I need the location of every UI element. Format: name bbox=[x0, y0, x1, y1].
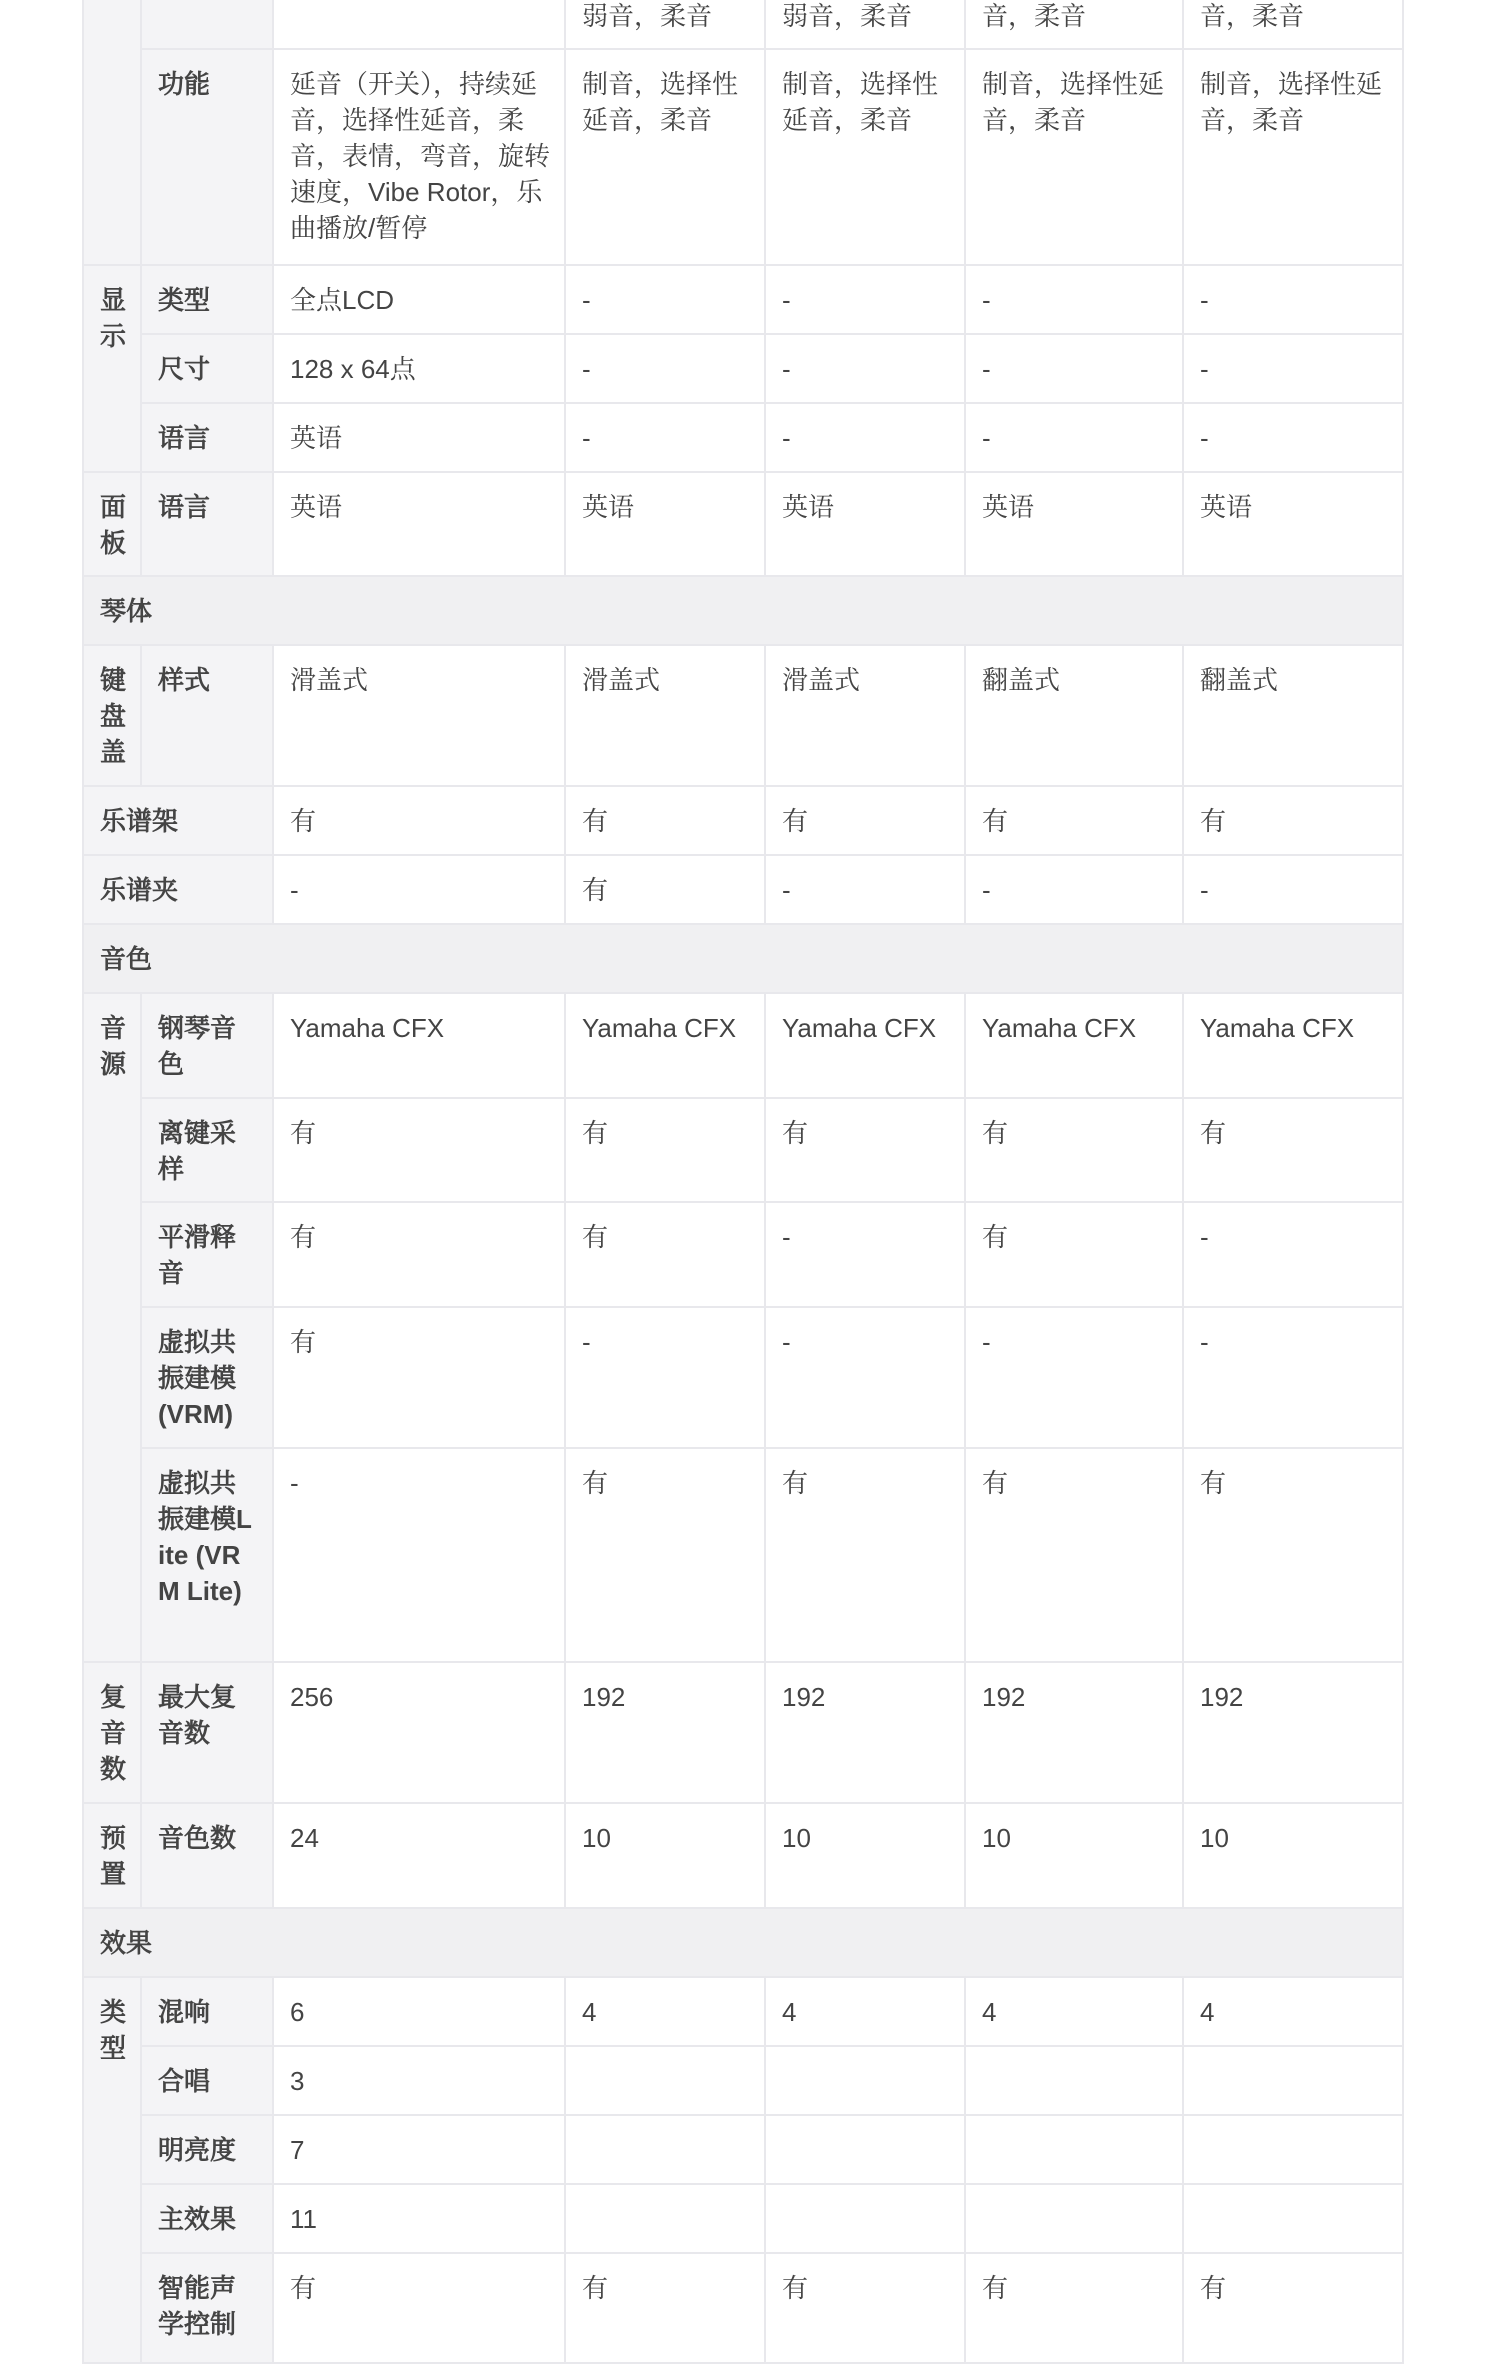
value-cell: Yamaha CFX bbox=[765, 993, 965, 1098]
section-header: 效果 bbox=[83, 1908, 1403, 1977]
value-cell: - bbox=[273, 855, 565, 924]
value-cell: 翻盖式 bbox=[965, 645, 1183, 786]
spec-table bbox=[82, 0, 1404, 2364]
value-cell: 弱音，柔音 bbox=[565, 0, 765, 49]
value-cell: 有 bbox=[565, 855, 765, 924]
row-label: 平滑释音 bbox=[141, 1202, 273, 1307]
value-cell: - bbox=[965, 265, 1183, 334]
value-cell: - bbox=[1183, 855, 1403, 924]
value-cell bbox=[965, 2184, 1183, 2253]
value-cell: 10 bbox=[1183, 1803, 1403, 1908]
value-cell: 有 bbox=[765, 1448, 965, 1662]
value-cell bbox=[1183, 2115, 1403, 2184]
value-cell: 256 bbox=[273, 1662, 565, 1803]
value-cell: 有 bbox=[965, 1448, 1183, 1662]
value-cell bbox=[565, 2046, 765, 2115]
category-label: 显示 bbox=[83, 265, 141, 472]
row-label: 钢琴音色 bbox=[141, 993, 273, 1098]
value-cell: - bbox=[965, 334, 1183, 403]
value-cell: 英语 bbox=[273, 403, 565, 472]
category-label: 预置 bbox=[83, 1803, 141, 1908]
value-cell: 制音，选择性延音，柔音 bbox=[1183, 49, 1403, 265]
value-cell bbox=[565, 2184, 765, 2253]
table-row bbox=[83, 403, 1403, 472]
row-label: 类型 bbox=[141, 265, 273, 334]
value-cell: Yamaha CFX bbox=[565, 993, 765, 1098]
value-cell: 制音，选择性延音，柔音 bbox=[965, 49, 1183, 265]
value-cell: - bbox=[565, 265, 765, 334]
value-cell: 音，柔音 bbox=[1183, 0, 1403, 49]
value-cell: 6 bbox=[273, 1977, 565, 2046]
value-cell: 192 bbox=[765, 1662, 965, 1803]
table-row bbox=[83, 1803, 1403, 1908]
value-cell: - bbox=[965, 1307, 1183, 1448]
category-label: 面板 bbox=[83, 472, 141, 576]
value-cell: - bbox=[565, 1307, 765, 1448]
row-label: 最大复音数 bbox=[141, 1662, 273, 1803]
value-cell: 7 bbox=[273, 2115, 565, 2184]
category-label: 复音数 bbox=[83, 1662, 141, 1803]
value-cell bbox=[765, 2115, 965, 2184]
value-cell: - bbox=[565, 403, 765, 472]
value-cell: - bbox=[765, 403, 965, 472]
value-cell: 有 bbox=[965, 1202, 1183, 1307]
value-cell: 有 bbox=[565, 1448, 765, 1662]
row-label: 语言 bbox=[141, 403, 273, 472]
table-row bbox=[83, 334, 1403, 403]
row-label: 尺寸 bbox=[141, 334, 273, 403]
row-label: 离键采样 bbox=[141, 1098, 273, 1202]
value-cell: 192 bbox=[965, 1662, 1183, 1803]
value-cell: 10 bbox=[965, 1803, 1183, 1908]
value-cell: 英语 bbox=[1183, 472, 1403, 576]
value-cell: Yamaha CFX bbox=[1183, 993, 1403, 1098]
table-row bbox=[83, 1098, 1403, 1202]
value-cell: - bbox=[273, 1448, 565, 1662]
row-label: 主效果 bbox=[141, 2184, 273, 2253]
value-cell: 滑盖式 bbox=[765, 645, 965, 786]
value-cell: 有 bbox=[273, 1307, 565, 1448]
table-row bbox=[83, 1307, 1403, 1448]
row-label bbox=[141, 0, 273, 49]
table-row bbox=[83, 645, 1403, 786]
value-cell: 10 bbox=[565, 1803, 765, 1908]
table-row bbox=[83, 993, 1403, 1098]
table-row bbox=[83, 49, 1403, 265]
value-cell: 有 bbox=[273, 1098, 565, 1202]
value-cell: 弱音，柔音 bbox=[765, 0, 965, 49]
value-cell bbox=[273, 0, 565, 49]
table-row bbox=[83, 786, 1403, 855]
value-cell: 有 bbox=[565, 1098, 765, 1202]
row-label: 虚拟共振建模Lite (VRM Lite) bbox=[141, 1448, 273, 1662]
value-cell: 制音，选择性延音，柔音 bbox=[765, 49, 965, 265]
table-row bbox=[83, 1662, 1403, 1803]
value-cell bbox=[1183, 2046, 1403, 2115]
value-cell: 有 bbox=[565, 786, 765, 855]
table-row bbox=[83, 576, 1403, 645]
row-label: 乐谱架 bbox=[83, 786, 273, 855]
row-label: 语言 bbox=[141, 472, 273, 576]
value-cell: - bbox=[965, 855, 1183, 924]
value-cell: 4 bbox=[1183, 1977, 1403, 2046]
table-row bbox=[83, 0, 1403, 49]
value-cell: 英语 bbox=[565, 472, 765, 576]
table-row bbox=[83, 1977, 1403, 2046]
value-cell: 有 bbox=[965, 1098, 1183, 1202]
value-cell bbox=[765, 2184, 965, 2253]
value-cell: - bbox=[765, 855, 965, 924]
table-row bbox=[83, 1908, 1403, 1977]
value-cell: 3 bbox=[273, 2046, 565, 2115]
value-cell: 音，柔音 bbox=[965, 0, 1183, 49]
value-cell: 有 bbox=[965, 2253, 1183, 2363]
value-cell bbox=[765, 2046, 965, 2115]
value-cell: 翻盖式 bbox=[1183, 645, 1403, 786]
value-cell: 11 bbox=[273, 2184, 565, 2253]
table-row bbox=[83, 1448, 1403, 1662]
category-label: 音源 bbox=[83, 993, 141, 1662]
value-cell: 英语 bbox=[273, 472, 565, 576]
value-cell: 有 bbox=[273, 2253, 565, 2363]
value-cell bbox=[565, 2115, 765, 2184]
table-row bbox=[83, 924, 1403, 993]
value-cell bbox=[1183, 2184, 1403, 2253]
value-cell: - bbox=[765, 265, 965, 334]
value-cell: 有 bbox=[273, 1202, 565, 1307]
row-label: 音色数 bbox=[141, 1803, 273, 1908]
value-cell: 滑盖式 bbox=[273, 645, 565, 786]
value-cell: - bbox=[765, 334, 965, 403]
value-cell: - bbox=[965, 403, 1183, 472]
value-cell: 英语 bbox=[965, 472, 1183, 576]
value-cell: 延音（开关），持续延音，选择性延音，柔音，表情，弯音，旋转速度，Vibe Rotor，乐曲播放/暂停 bbox=[273, 49, 565, 265]
value-cell: Yamaha CFX bbox=[273, 993, 565, 1098]
row-label: 合唱 bbox=[141, 2046, 273, 2115]
value-cell: 有 bbox=[1183, 1448, 1403, 1662]
table-row bbox=[83, 472, 1403, 576]
value-cell bbox=[965, 2046, 1183, 2115]
value-cell: 10 bbox=[765, 1803, 965, 1908]
value-cell: 4 bbox=[765, 1977, 965, 2046]
value-cell: - bbox=[765, 1307, 965, 1448]
value-cell: 有 bbox=[765, 786, 965, 855]
value-cell: 有 bbox=[565, 2253, 765, 2363]
value-cell: 全点LCD bbox=[273, 265, 565, 334]
table-row bbox=[83, 2184, 1403, 2253]
value-cell: 有 bbox=[965, 786, 1183, 855]
value-cell: 英语 bbox=[765, 472, 965, 576]
value-cell: 滑盖式 bbox=[565, 645, 765, 786]
table-row bbox=[83, 265, 1403, 334]
category-label bbox=[83, 0, 141, 265]
table-row bbox=[83, 2115, 1403, 2184]
row-label: 乐谱夹 bbox=[83, 855, 273, 924]
value-cell: - bbox=[1183, 1202, 1403, 1307]
value-cell: 192 bbox=[565, 1662, 765, 1803]
value-cell: 4 bbox=[965, 1977, 1183, 2046]
category-label: 类型 bbox=[83, 1977, 141, 2363]
value-cell: - bbox=[1183, 265, 1403, 334]
value-cell bbox=[965, 2115, 1183, 2184]
section-header: 琴体 bbox=[83, 576, 1403, 645]
row-label: 智能声学控制 bbox=[141, 2253, 273, 2363]
value-cell: 有 bbox=[273, 786, 565, 855]
table-row bbox=[83, 2253, 1403, 2363]
row-label: 混响 bbox=[141, 1977, 273, 2046]
table-row bbox=[83, 855, 1403, 924]
value-cell: - bbox=[765, 1202, 965, 1307]
value-cell: Yamaha CFX bbox=[965, 993, 1183, 1098]
value-cell: 24 bbox=[273, 1803, 565, 1908]
value-cell: - bbox=[1183, 1307, 1403, 1448]
value-cell: 128 x 64点 bbox=[273, 334, 565, 403]
value-cell: 4 bbox=[565, 1977, 765, 2046]
value-cell: 有 bbox=[1183, 2253, 1403, 2363]
section-header: 音色 bbox=[83, 924, 1403, 993]
spec-table-body bbox=[83, 0, 1403, 2363]
value-cell: 有 bbox=[565, 1202, 765, 1307]
table-row bbox=[83, 2046, 1403, 2115]
value-cell: 有 bbox=[1183, 786, 1403, 855]
row-label: 功能 bbox=[141, 49, 273, 265]
value-cell: - bbox=[565, 334, 765, 403]
category-label: 键盘盖 bbox=[83, 645, 141, 786]
value-cell: - bbox=[1183, 334, 1403, 403]
value-cell: - bbox=[1183, 403, 1403, 472]
value-cell: 192 bbox=[1183, 1662, 1403, 1803]
value-cell: 有 bbox=[765, 1098, 965, 1202]
row-label: 样式 bbox=[141, 645, 273, 786]
value-cell: 制音，选择性延音，柔音 bbox=[565, 49, 765, 265]
value-cell: 有 bbox=[1183, 1098, 1403, 1202]
row-label: 虚拟共振建模(VRM) bbox=[141, 1307, 273, 1448]
value-cell: 有 bbox=[765, 2253, 965, 2363]
row-label: 明亮度 bbox=[141, 2115, 273, 2184]
table-row bbox=[83, 1202, 1403, 1307]
